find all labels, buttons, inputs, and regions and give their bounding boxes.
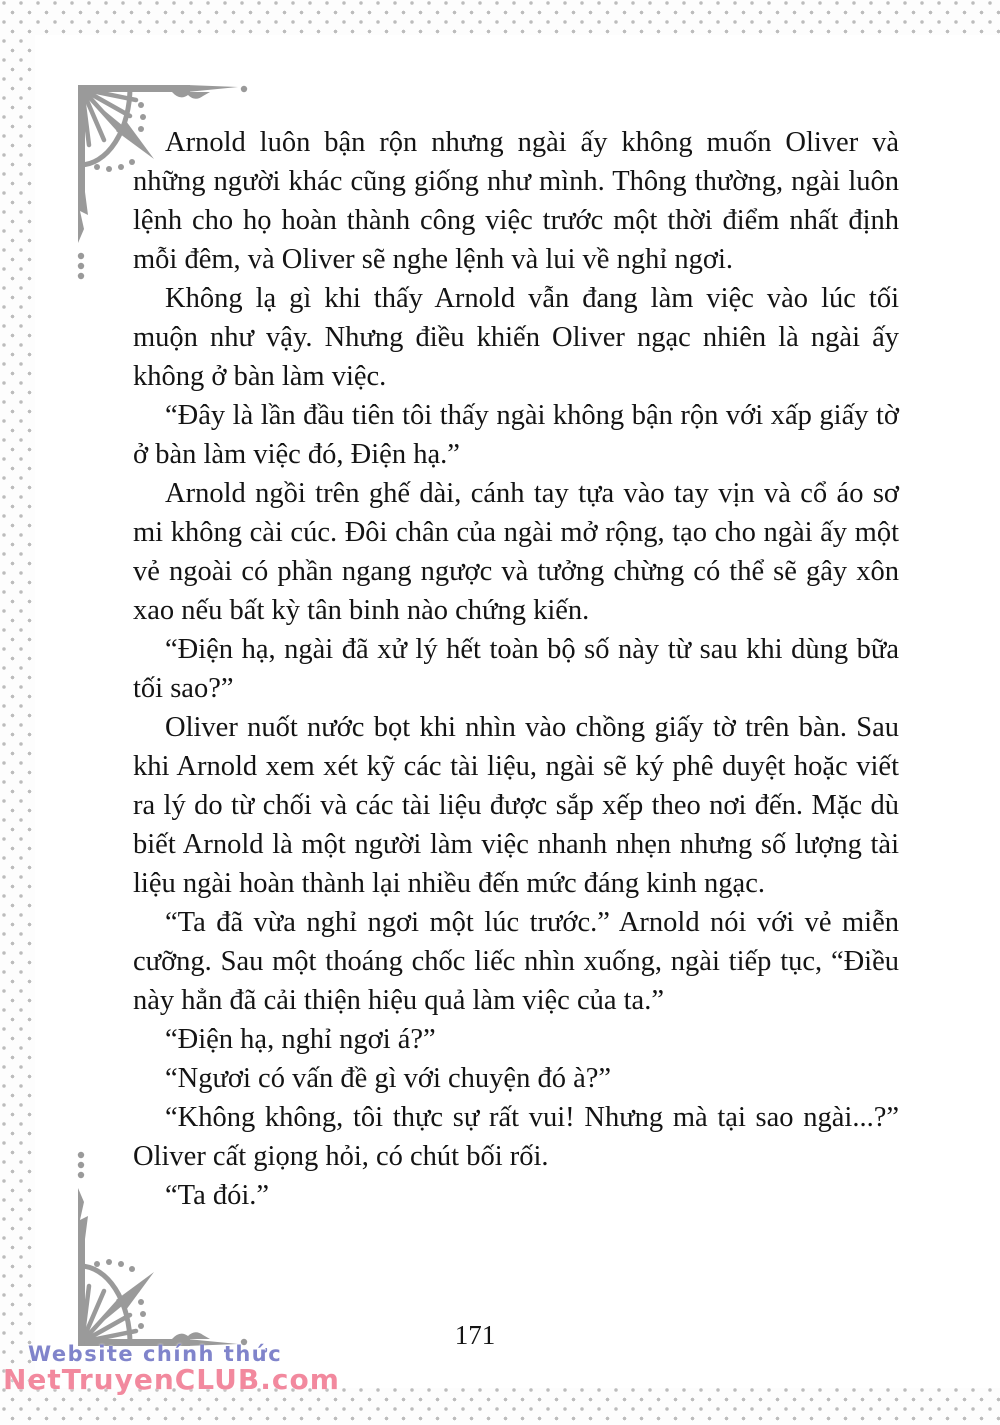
paragraph: “Không không, tôi thực sự rất vui! Nhưng mà tại sao ngài...?” Oliver cất giọng hỏi, có chút bối rối.: [133, 1102, 899, 1172]
paragraph: “Đây là lần đầu tiên tôi thấy ngài không bận rộn với xấp giấy tờ ở bàn làm việc đó, Điện hạ.”: [133, 400, 899, 470]
paragraph: “Điện hạ, nghỉ ngơi á?”: [165, 1024, 436, 1055]
paragraph: Oliver nuốt nước bọt khi nhìn vào chồng giấy tờ trên bàn. Sau khi Arnold xem xét kỹ các tài liệu, ngài sẽ ký phê duyệt hoặc viết ra lý do từ chối và các tài liệu được sắp xếp theo nơi đến. Mặc dù biết Arnold là một người làm việc nhanh nhẹn nhưng số lượng tài liệu ngài hoàn thành lại nhiều đến mức đáng kinh ngạc.: [133, 712, 899, 899]
paragraph: “Ta đói.”: [165, 1180, 270, 1211]
watermark-site-label: Website chính thức: [28, 1342, 283, 1366]
paragraph: “Ta đã vừa nghỉ ngơi một lúc trước.” Arnold nói với vẻ miễn cưỡng. Sau một thoáng chốc liếc nhìn xuống, ngài tiếp tục, “Điều này hẳn đã cải thiện hiệu quả làm việc của ta.”: [133, 907, 899, 1016]
paragraph: Arnold luôn bận rộn nhưng ngài ấy không muốn Oliver và những người khác cũng giống như mình. Thông thường, ngài luôn lệnh cho họ hoàn thành công việc trước một thời điểm nhất định mỗi đêm, và Oliver sẽ nghe lệnh và lui về nghỉ ngơi.: [133, 127, 899, 275]
paragraph: Không lạ gì khi thấy Arnold vẫn đang làm việc vào lúc tối muộn như vậy. Nhưng điều khiến Oliver ngạc nhiên là ngài ấy không ở bàn làm việc.: [133, 283, 899, 392]
book-page-surface: [35, 35, 1000, 1388]
paragraph: “Ngươi có vấn đề gì với chuyện đó à?”: [165, 1063, 612, 1094]
paragraph: “Điện hạ, ngài đã xử lý hết toàn bộ số này từ sau khi dùng bữa tối sao?”: [133, 634, 899, 704]
watermark-site-url: NetTruyenCLUB.com: [3, 1363, 340, 1396]
paragraph: Arnold ngồi trên ghế dài, cánh tay tựa vào tay vịn và cổ áo sơ mi không cài cúc. Đôi chân của ngài mở rộng, tạo cho ngài ấy một vẻ ngoài có phần ngang ngược và tưởng chừng có thể sẽ gây xôn xao nếu bất kỳ tân binh nào chứng kiến.: [133, 478, 899, 626]
page-number: 171: [454, 1320, 496, 1350]
page-text-block: [133, 123, 899, 1215]
